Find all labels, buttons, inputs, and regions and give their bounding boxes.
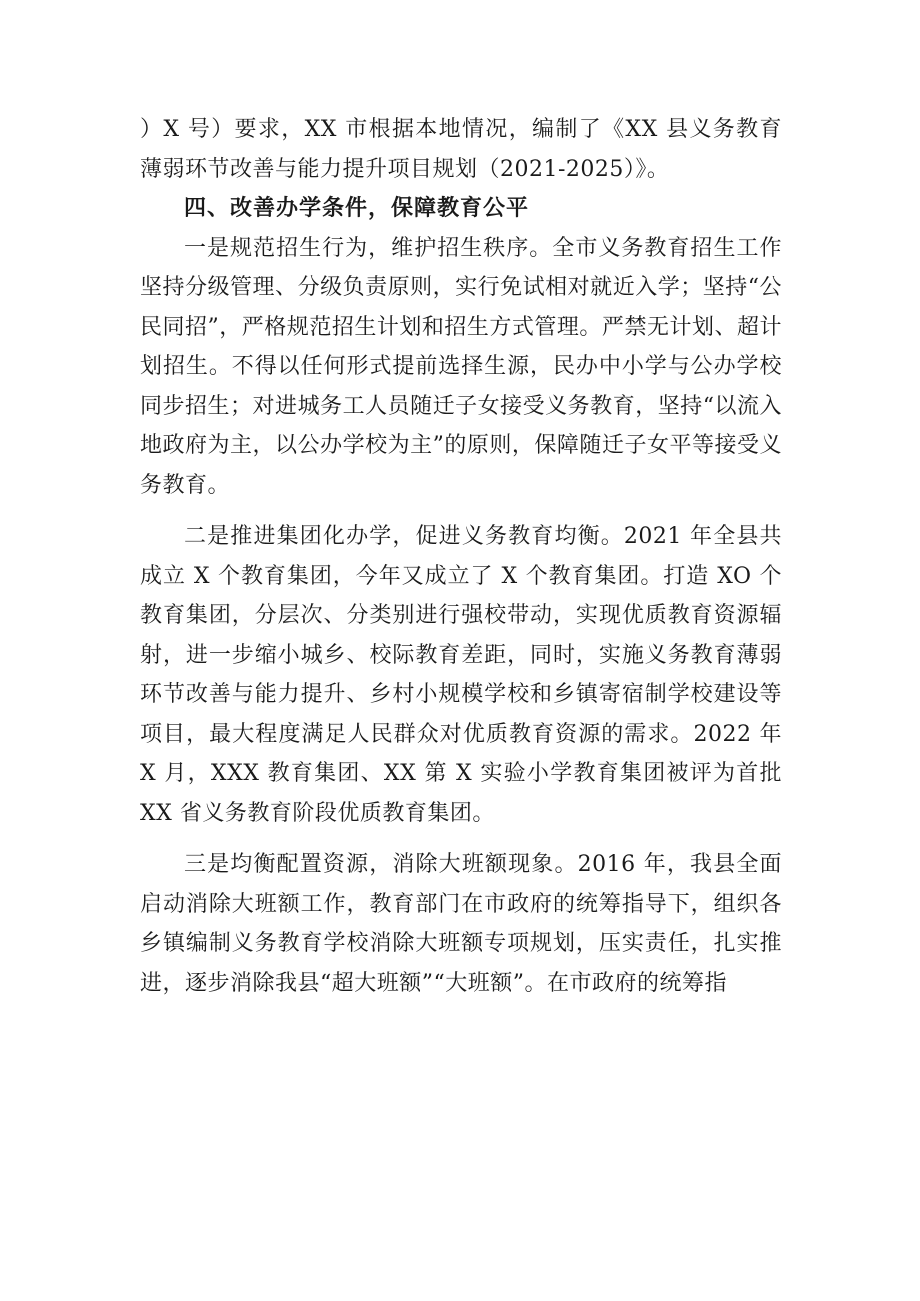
paragraph-group-schooling: 二是推进集团化办学，促进义务教育均衡。2021 年全县共成立 X 个教育集团，今年又成立了 X 个教育集团。打造 XO 个教育集团，分层次、分类别进行强校带动，实现优质教育资源辐射，进一步缩小城乡、校际教育差距，同时，实施义务教育薄弱环节改善与能力提升、乡村小规模学校和乡镇寄宿制学校建设等项目，最大程度满足人民群众对优质教育资源的需求。2022 年 X 月，XXX 教育集团、XX 第 X 实验小学教育集团被评为首批 XX 省义务教育阶段优质教育集团。 [140, 524, 782, 826]
paragraph-spacer [140, 505, 782, 517]
paragraph-continuation: ）X 号）要求，XX 市根据本地情况，编制了《XX 县义务教育薄弱环节改善与能力提升项目规划（2021-2025）》。 [140, 117, 782, 182]
document-body [140, 110, 782, 1003]
paragraph-admissions: 一是规范招生行为，维护招生秩序。全市义务教育招生工作坚持分级管理、分级负责原则，实行免试相对就近入学；坚持“公民同招”，严格规范招生计划和招生方式管理。严禁无计划、超计划招生。不得以任何形式提前选择生源，民办中小学与公办学校同步招生；对进城务工人员随迁子女接受义务教育，坚持“以流入地政府为主，以公办学校为主”的原则，保障随迁子女平等接受义务教育。 [140, 235, 782, 498]
section-heading-4: 四、改善办学条件，保障教育公平 [184, 196, 530, 221]
paragraph-spacer [140, 833, 782, 845]
paragraph-resource-allocation: 三是均衡配置资源，消除大班额现象。2016 年，我县全面启动消除大班额工作，教育部门在市政府的统筹指导下，组织各乡镇编制义务教育学校消除大班额专项规划，压实责任，扎实推进，逐步消除我县“超大班额”“大班额”。在市政府的统筹指 [140, 852, 782, 996]
